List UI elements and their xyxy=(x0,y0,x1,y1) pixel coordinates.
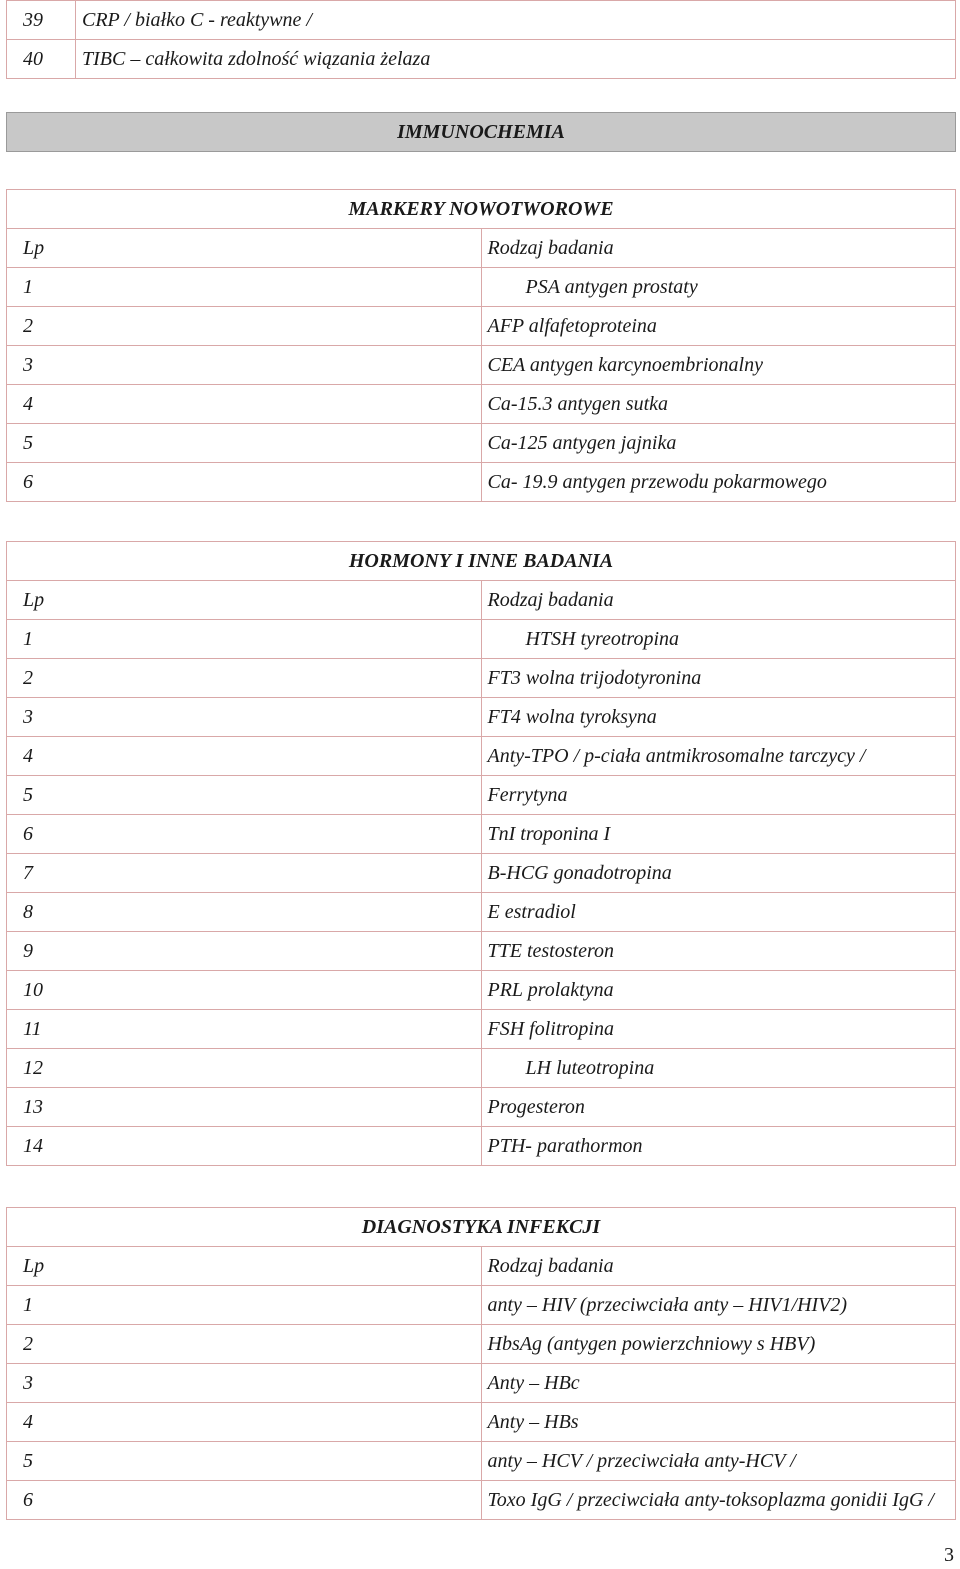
test-name-cell: anty – HCV / przeciwciała anty-HCV / xyxy=(481,1442,956,1481)
lp-cell: 6 xyxy=(7,463,482,502)
table-row xyxy=(7,40,956,79)
lp-cell: 1 xyxy=(7,620,482,659)
section-title: MARKERY NOWOTWOROWE xyxy=(7,190,956,229)
header-row xyxy=(7,1247,956,1286)
table-row xyxy=(7,971,956,1010)
table-row xyxy=(7,1481,956,1520)
lp-cell: 40 xyxy=(7,40,76,79)
test-name-cell: TIBC – całkowita zdolność wiązania żelaza xyxy=(76,40,956,79)
table-row xyxy=(7,346,956,385)
name-header: Rodzaj badania xyxy=(481,229,956,268)
table-row xyxy=(7,620,956,659)
lp-cell: 10 xyxy=(7,971,482,1010)
lp-cell: 2 xyxy=(7,659,482,698)
test-name-cell: AFP alfafetoproteina xyxy=(481,307,956,346)
table-row xyxy=(7,815,956,854)
lp-cell: 2 xyxy=(7,307,482,346)
table-row xyxy=(7,659,956,698)
table-row xyxy=(7,737,956,776)
lp-header: Lp xyxy=(7,581,482,620)
table-row xyxy=(7,1,956,40)
table-row xyxy=(7,268,956,307)
lp-cell: 1 xyxy=(7,268,482,307)
test-name-cell: Progesteron xyxy=(481,1088,956,1127)
lp-cell: 4 xyxy=(7,737,482,776)
infekcje-table xyxy=(6,1207,956,1520)
section-title-row xyxy=(7,190,956,229)
table-row xyxy=(7,307,956,346)
test-name-cell: anty – HIV (przeciwciała anty – HIV1/HIV2) xyxy=(481,1286,956,1325)
test-name-cell: PTH- parathormon xyxy=(481,1127,956,1166)
lp-cell: 9 xyxy=(7,932,482,971)
table-row xyxy=(7,1088,956,1127)
table-row xyxy=(7,1325,956,1364)
test-name-cell: Ca- 19.9 antygen przewodu pokarmowego xyxy=(481,463,956,502)
table-row xyxy=(7,424,956,463)
table-row xyxy=(7,1127,956,1166)
lp-cell: 8 xyxy=(7,893,482,932)
lp-cell: 6 xyxy=(7,815,482,854)
table-row xyxy=(7,1049,956,1088)
lp-cell: 12 xyxy=(7,1049,482,1088)
test-name-cell: FT4 wolna tyroksyna xyxy=(481,698,956,737)
test-name-cell: TTE testosteron xyxy=(481,932,956,971)
section-title-row xyxy=(7,542,956,581)
name-header: Rodzaj badania xyxy=(481,1247,956,1286)
table-row xyxy=(7,463,956,502)
section-title-row xyxy=(7,1208,956,1247)
table-row xyxy=(7,1010,956,1049)
table-row xyxy=(7,385,956,424)
test-name-cell: Toxo IgG / przeciwciała anty-toksoplazma gonidii IgG / xyxy=(481,1481,956,1520)
test-name-cell: E estradiol xyxy=(481,893,956,932)
name-header: Rodzaj badania xyxy=(481,581,956,620)
table-row xyxy=(7,1403,956,1442)
lp-cell: 5 xyxy=(7,776,482,815)
hormony-table xyxy=(6,541,956,1166)
test-name-cell: PRL prolaktyna xyxy=(481,971,956,1010)
test-name-cell: TnI troponina I xyxy=(481,815,956,854)
test-name-cell: LH luteotropina xyxy=(481,1049,956,1088)
section-title: HORMONY I INNE BADANIA xyxy=(7,542,956,581)
section-title: DIAGNOSTYKA INFEKCJI xyxy=(7,1208,956,1247)
lp-cell: 3 xyxy=(7,698,482,737)
table-row xyxy=(7,1364,956,1403)
section-banner: IMMUNOCHEMIA xyxy=(6,112,956,152)
table-row xyxy=(7,893,956,932)
lp-cell: 4 xyxy=(7,1403,482,1442)
header-row xyxy=(7,581,956,620)
lp-header: Lp xyxy=(7,229,482,268)
test-name-cell: Anty – HBs xyxy=(481,1403,956,1442)
lp-cell: 3 xyxy=(7,1364,482,1403)
test-name-cell: FT3 wolna trijodotyronina xyxy=(481,659,956,698)
test-name-cell: CEA antygen karcynoembrionalny xyxy=(481,346,956,385)
table-row xyxy=(7,698,956,737)
test-name-cell: CRP / białko C - reaktywne / xyxy=(76,1,956,40)
table-row xyxy=(7,1286,956,1325)
lp-cell: 6 xyxy=(7,1481,482,1520)
lp-cell: 1 xyxy=(7,1286,482,1325)
table-row xyxy=(7,1442,956,1481)
page-number: 3 xyxy=(944,1544,954,1566)
lp-cell: 13 xyxy=(7,1088,482,1127)
test-name-cell: Anty – HBc xyxy=(481,1364,956,1403)
lp-cell: 11 xyxy=(7,1010,482,1049)
header-row xyxy=(7,229,956,268)
table-row xyxy=(7,776,956,815)
lp-cell: 5 xyxy=(7,424,482,463)
table-row xyxy=(7,932,956,971)
test-name-cell: HTSH tyreotropina xyxy=(481,620,956,659)
lp-cell: 14 xyxy=(7,1127,482,1166)
table-row xyxy=(7,854,956,893)
test-name-cell: FSH folitropina xyxy=(481,1010,956,1049)
test-name-cell: Ca-15.3 antygen sutka xyxy=(481,385,956,424)
test-name-cell: Ferrytyna xyxy=(481,776,956,815)
lp-cell: 3 xyxy=(7,346,482,385)
lp-cell: 39 xyxy=(7,1,76,40)
top-table xyxy=(6,0,956,79)
test-name-cell: Ca-125 antygen jajnika xyxy=(481,424,956,463)
markery-table xyxy=(6,189,956,502)
lp-cell: 4 xyxy=(7,385,482,424)
lp-header: Lp xyxy=(7,1247,482,1286)
lp-cell: 7 xyxy=(7,854,482,893)
test-name-cell: HbsAg (antygen powierzchniowy s HBV) xyxy=(481,1325,956,1364)
test-name-cell: B-HCG gonadotropina xyxy=(481,854,956,893)
test-name-cell: Anty-TPO / p-ciała antmikrosomalne tarczycy / xyxy=(481,737,956,776)
lp-cell: 2 xyxy=(7,1325,482,1364)
lp-cell: 5 xyxy=(7,1442,482,1481)
test-name-cell: PSA antygen prostaty xyxy=(481,268,956,307)
